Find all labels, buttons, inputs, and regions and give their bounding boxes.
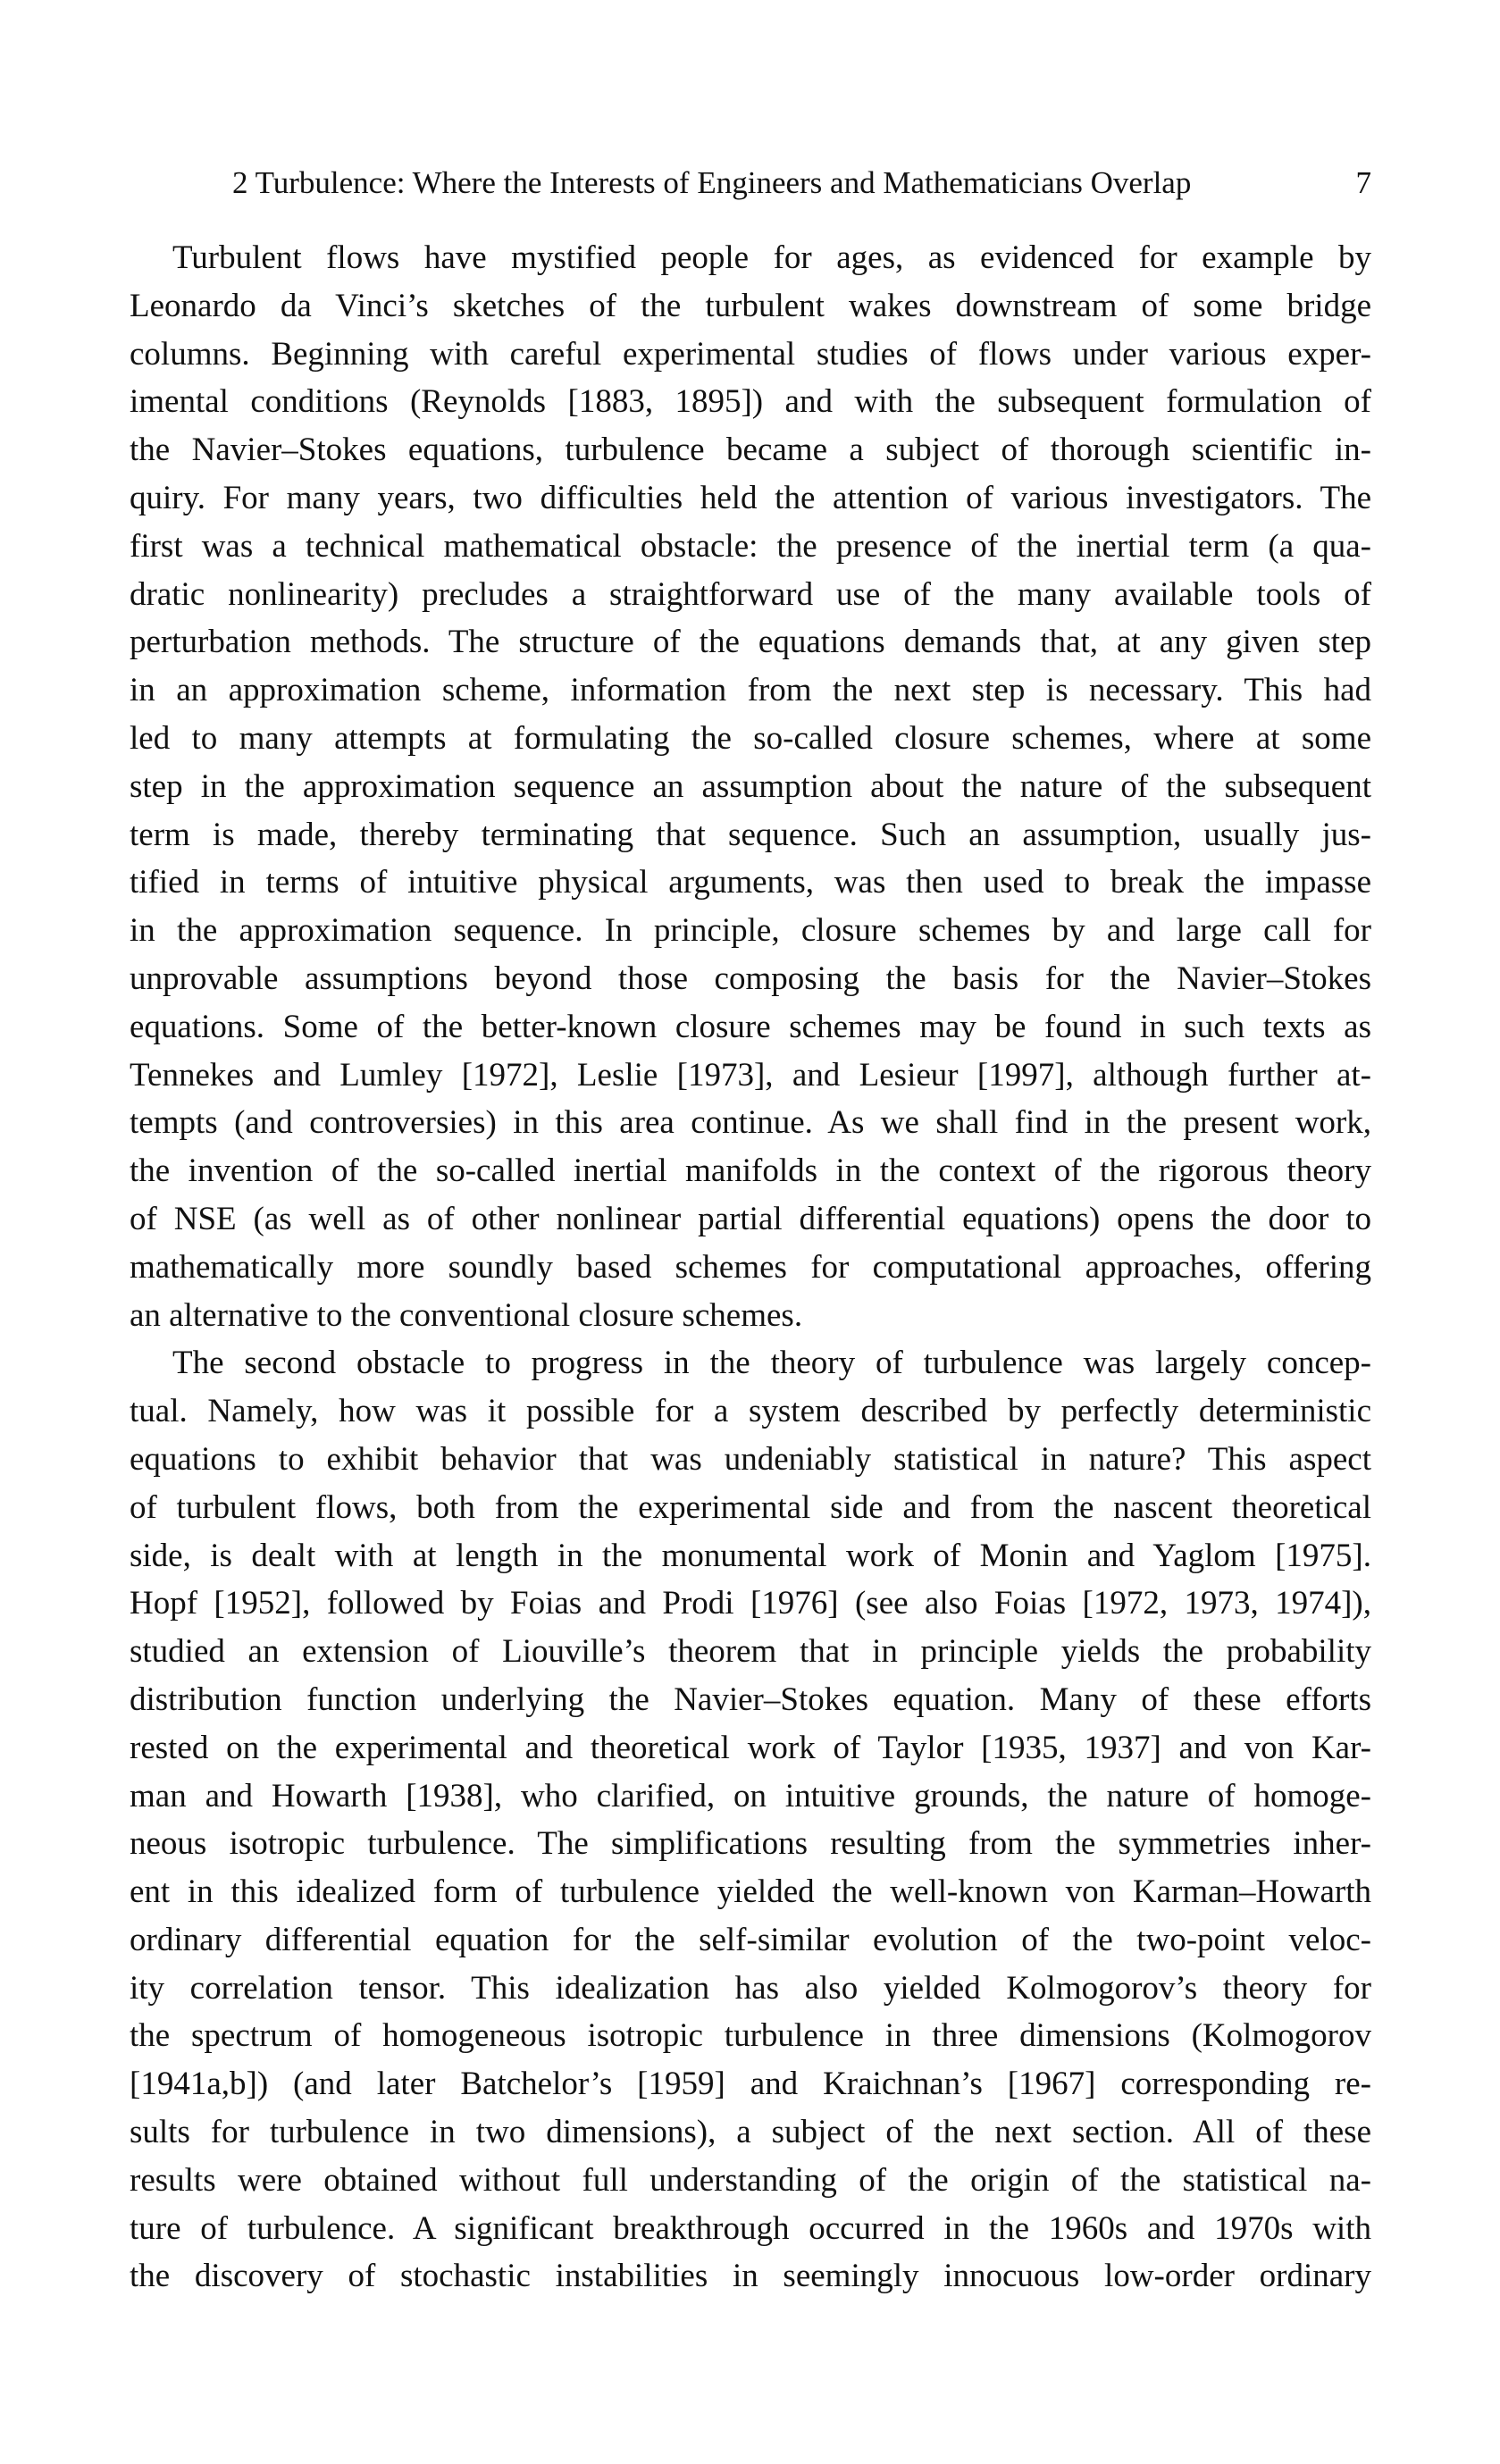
text-line: results were obtained without full understanding of the origin of the statistical na- bbox=[130, 2161, 1371, 2199]
text-line: in the approximation sequence. In principle, closure schemes by and large call for bbox=[130, 912, 1371, 950]
text-line: ent in this idealized form of turbulence yielded the well-known von Karman–Howarth bbox=[130, 1873, 1371, 1911]
text-line: The second obstacle to progress in the theory of turbulence was largely concep- bbox=[172, 1345, 1371, 1382]
text-line: term is made, thereby terminating that sequence. Such an assumption, usually jus- bbox=[130, 816, 1371, 853]
text-line: ordinary differential equation for the self-similar evolution of the two-point veloc- bbox=[130, 1921, 1371, 1958]
text-line: the Navier–Stokes equations, turbulence became a subject of thorough scientific in- bbox=[130, 432, 1371, 469]
text-line: man and Howarth [1938], who clarified, on intuitive grounds, the nature of homoge- bbox=[130, 1777, 1371, 1814]
paragraph-2 bbox=[130, 1339, 1371, 2301]
text-line: of NSE (as well as of other nonlinear partial differential equations) opens the door to bbox=[130, 1200, 1371, 1237]
text-line: in an approximation scheme, information from the next step is necessary. This had bbox=[130, 672, 1371, 709]
text-line: columns. Beginning with careful experimental studies of flows under various exper- bbox=[130, 335, 1371, 373]
page-number: 7 bbox=[1355, 165, 1371, 200]
chapter-title: 2 Turbulence: Where the Interests of Engineers and Mathematicians Overlap bbox=[232, 165, 1192, 200]
text-line: tual. Namely, how was it possible for a system described by perfectly deterministic bbox=[130, 1393, 1371, 1430]
text-line: studied an extension of Liouville’s theorem that in principle yields the probability bbox=[130, 1633, 1371, 1671]
text-line: ity correlation tensor. This idealization has also yielded Kolmogorov’s theory for bbox=[130, 1969, 1371, 2007]
text-line: distribution function underlying the Navier–Stokes equation. Many of these efforts bbox=[130, 1680, 1371, 1718]
text-line: perturbation methods. The structure of the equations demands that, at any given step bbox=[130, 624, 1371, 661]
text-line: neous isotropic turbulence. The simplifications resulting from the symmetries inher- bbox=[130, 1825, 1371, 1863]
text-line: equations to exhibit behavior that was undeniably statistical in nature? This aspect bbox=[130, 1440, 1371, 1478]
text-line: Leonardo da Vinci’s sketches of the turbulent wakes downstream of some bridge bbox=[130, 287, 1371, 324]
text-line: imental conditions (Reynolds [1883, 1895]) and with the subsequent formulation of bbox=[130, 383, 1371, 421]
text-line: tempts (and controversies) in this area continue. As we shall find in the present work, bbox=[130, 1104, 1371, 1142]
text-line: the discovery of stochastic instabilities in seemingly innocuous low-order ordinary bbox=[130, 2258, 1371, 2295]
body-text bbox=[130, 234, 1371, 2301]
text-line: tified in terms of intuitive physical arguments, was then used to break the impasse bbox=[130, 864, 1371, 901]
text-line: [1941a,b]) (and later Batchelor’s [1959] and Kraichnan’s [1967] corresponding re- bbox=[130, 2066, 1371, 2103]
text-line: unprovable assumptions beyond those composing the basis for the Navier–Stokes bbox=[130, 960, 1371, 997]
text-line: mathematically more soundly based schemes for computational approaches, offering bbox=[130, 1248, 1371, 1286]
text-line: rested on the experimental and theoretical work of Taylor [1935, 1937] and von Kar- bbox=[130, 1729, 1371, 1766]
running-head bbox=[130, 161, 1371, 205]
text-line: of turbulent flows, both from the experimental side and from the nascent theoretical bbox=[130, 1488, 1371, 1526]
text-line: the spectrum of homogeneous isotropic turbulence in three dimensions (Kolmogorov bbox=[130, 2017, 1371, 2055]
text-line: quiry. For many years, two difficulties held the attention of various investigators. The bbox=[130, 479, 1371, 516]
text-line: sults for turbulence in two dimensions), a subject of the next section. All of these bbox=[130, 2114, 1371, 2151]
paragraph-1 bbox=[130, 234, 1371, 1339]
text-line: first was a technical mathematical obstacle: the presence of the inertial term (a qua- bbox=[130, 527, 1371, 565]
text-line: Hopf [1952], followed by Foias and Prodi [1976] (see also Foias [1972, 1973, 1974]), bbox=[130, 1585, 1371, 1622]
text-line: led to many attempts at formulating the so-called closure schemes, where at some bbox=[130, 719, 1371, 757]
text-line: equations. Some of the better-known closure schemes may be found in such texts as bbox=[130, 1008, 1371, 1045]
text-line: the invention of the so-called inertial manifolds in the context of the rigorous theory bbox=[130, 1152, 1371, 1190]
text-line: step in the approximation sequence an assumption about the nature of the subsequent bbox=[130, 767, 1371, 805]
text-line: an alternative to the conventional closure schemes. bbox=[130, 1296, 803, 1334]
text-line: dratic nonlinearity) precludes a straightforward use of the many available tools of bbox=[130, 575, 1371, 613]
text-line: ture of turbulence. A significant breakthrough occurred in the 1960s and 1970s with bbox=[130, 2209, 1371, 2247]
text-line: side, is dealt with at length in the monumental work of Monin and Yaglom [1975]. bbox=[130, 1537, 1371, 1574]
text-line: Turbulent flows have mystified people for ages, as evidenced for example by bbox=[172, 239, 1371, 276]
text-line: Tennekes and Lumley [1972], Leslie [1973], and Lesieur [1997], although further at- bbox=[130, 1056, 1371, 1094]
